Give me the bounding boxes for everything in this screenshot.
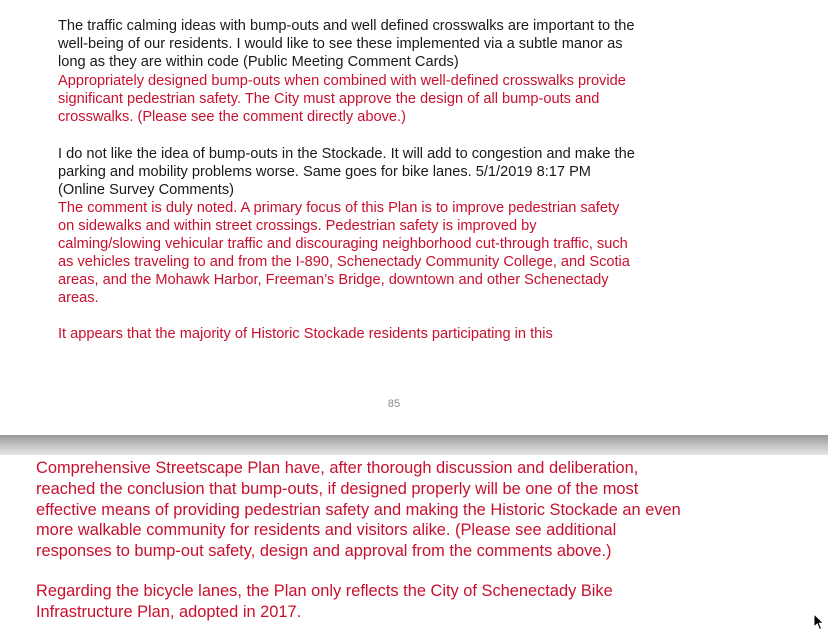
text-line: Regarding the bicycle lanes, the Plan only reflects the City of Schenectady Bike bbox=[36, 582, 613, 600]
text-line: I do not like the idea of bump-outs in the Stockade. It will add to congestion and make the bbox=[58, 146, 635, 162]
text-line: crosswalks. (Please see the comment directly above.) bbox=[58, 109, 406, 125]
text-line: significant pedestrian safety. The City must approve the design of all bump-outs and bbox=[58, 91, 600, 107]
mouse-pointer-icon bbox=[813, 613, 825, 631]
text-line: reached the conclusion that bump-outs, if designed properly will be one of the most bbox=[36, 479, 639, 498]
text-line: Comprehensive Streetscape Plan have, after thorough discussion and deliberation, bbox=[36, 459, 639, 477]
text-line: calming/slowing vehicular traffic and discouraging neighborhood cut-through traffic, such bbox=[58, 236, 628, 252]
text-line: parking and mobility problems worse. Same goes for bike lanes. 5/1/2019 8:17 PM bbox=[58, 164, 591, 180]
city-response-bike-lanes bbox=[36, 581, 816, 623]
text-line: areas. bbox=[58, 290, 99, 306]
text-line: well-being of our residents. I would like to see these implemented via a subtle manor as bbox=[58, 36, 623, 52]
text-line: as vehicles traveling to and from the I-890, Schenectady Community College, and Scotia bbox=[58, 254, 630, 270]
public-comment-bump-outs bbox=[58, 17, 818, 71]
city-response-majority-start bbox=[58, 325, 818, 343]
text-line: Infrastructure Plan, adopted in 2017. bbox=[36, 602, 302, 621]
city-response-bump-outs bbox=[58, 72, 818, 126]
online-survey-comment bbox=[58, 145, 818, 199]
text-line: on sidewalks and within street crossings. Pedestrian safety is improved by bbox=[58, 218, 537, 234]
text-line: (Online Survey Comments) bbox=[58, 182, 234, 198]
city-response-pedestrian-safety bbox=[58, 199, 818, 307]
text-line: long as they are within code (Public Meeting Comment Cards) bbox=[58, 54, 459, 70]
text-line: effective means of providing pedestrian safety and making the Historic Stockade an even bbox=[36, 500, 681, 519]
text-line: responses to bump-out safety, design and approval from the comments above.) bbox=[36, 542, 612, 561]
text-line: areas, and the Mohawk Harbor, Freeman’s Bridge, downtown and other Schenectady bbox=[58, 272, 609, 288]
text-line: It appears that the majority of Historic Stockade residents participating in this bbox=[58, 326, 553, 342]
page-separator bbox=[0, 435, 828, 455]
text-line: The comment is duly noted. A primary focus of this Plan is to improve pedestrian safety bbox=[58, 200, 620, 216]
document-page-86 bbox=[0, 455, 828, 636]
text-line: Appropriately designed bump-outs when combined with well-defined crosswalks provide bbox=[58, 73, 626, 89]
text-line: more walkable community for residents and visitors alike. (Please see additional bbox=[36, 521, 617, 540]
page-number: 85 bbox=[387, 398, 401, 410]
text-line: The traffic calming ideas with bump-outs and well defined crosswalks are important to the bbox=[58, 18, 635, 34]
city-response-majority-continued bbox=[36, 458, 816, 562]
